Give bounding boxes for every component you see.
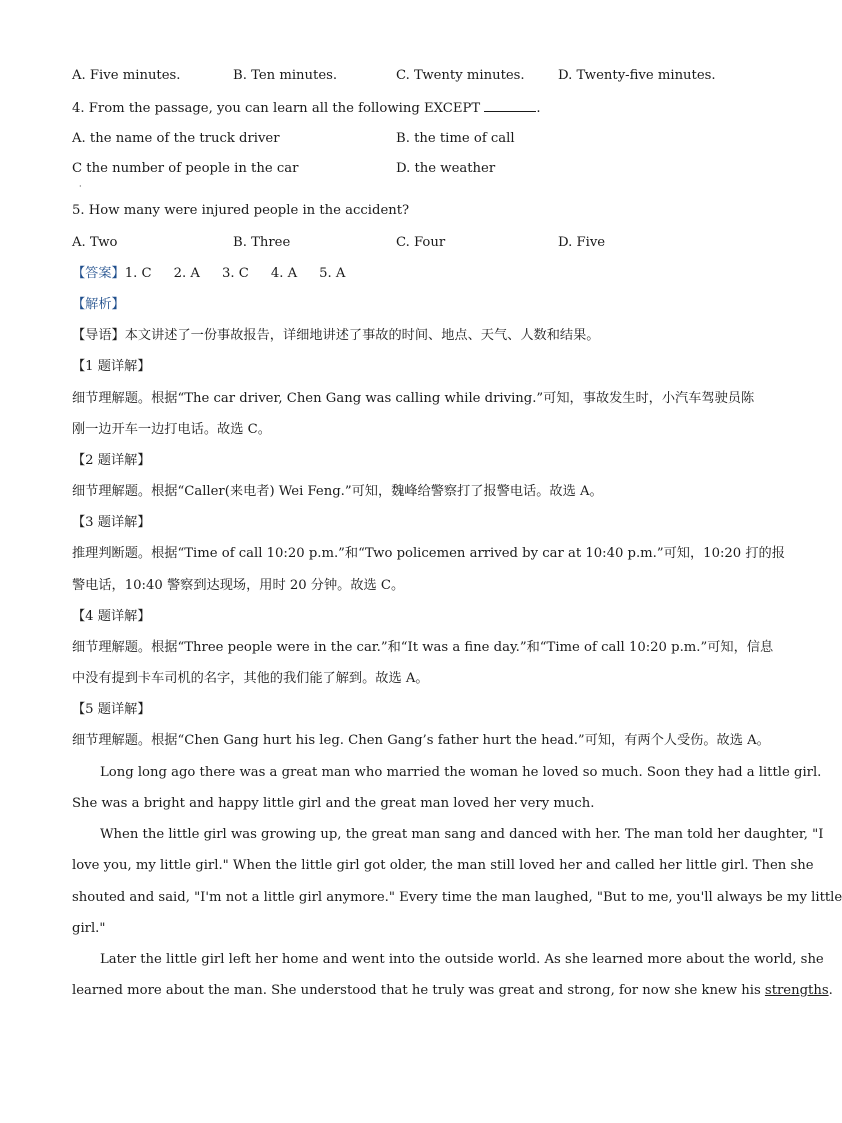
q5-option-c: C. Four	[396, 235, 446, 250]
q3-option-b: B. Ten minutes.	[233, 68, 338, 83]
detail-5-header: 【5 题详解】	[72, 702, 151, 717]
q4-option-c: C the number of people in the car	[72, 161, 299, 176]
detail-4-header: 【4 题详解】	[72, 609, 151, 624]
q5-option-d: D. Five	[558, 235, 606, 250]
detail-4-line-2: 中没有提到卡车司机的名字，其他的我们能了解到。故选 A。	[72, 671, 429, 686]
detail-3-line-2: 警电话，10:40 警察到达现场，用时 20 分钟。故选 C。	[72, 578, 405, 593]
passage-p2-line-3: shouted and said, "I'm not a little girl anymore." Every time the man laughed, "But to me, you'll always be my little	[72, 890, 842, 905]
passage-p2-line-4: girl."	[72, 921, 106, 936]
answer-item: 5. A	[319, 266, 346, 281]
q3-option-d: D. Twenty-five minutes.	[558, 68, 716, 83]
q4-blank	[484, 97, 536, 112]
answer-item: 3. C	[221, 266, 249, 281]
underlined-word: strengths	[764, 983, 829, 998]
passage-p3-line-2	[72, 981, 833, 1001]
answer-line	[72, 264, 722, 284]
detail-1-header: 【1 题详解】	[72, 359, 151, 374]
q5-stem: 5. How many were injured people in the accident?	[72, 203, 410, 218]
detail-1-line-1: 细节理解题。根据“The car driver, Chen Gang was calling while driving.”可知，事故发生时，小汽车驾驶员陈	[72, 391, 755, 406]
detail-2-line-1: 细节理解题。根据“Caller(来电者) Wei Feng.”可知，魏峰给警察打了报警电话。故选 A。	[72, 484, 603, 499]
answer-label: 【答案】	[72, 266, 125, 281]
q4-stem-end: .	[536, 101, 541, 116]
q4-option-b: B. the time of call	[396, 131, 515, 146]
passage-p2-line-1: When the little girl was growing up, the great man sang and danced with her. The man told her daughter, "I	[100, 827, 824, 842]
detail-3-header: 【3 题详解】	[72, 515, 151, 530]
passage-p1-line-2: She was a bright and happy little girl and the great man loved her very much.	[72, 796, 595, 811]
detail-3-line-1: 推理判断题。根据“Time of call 10:20 p.m.”和“Two policemen arrived by car at 10:40 p.m.”可知，10:20 打的报	[72, 546, 785, 561]
q3-option-a: A. Five minutes.	[72, 68, 181, 83]
detail-4-line-1: 细节理解题。根据“Three people were in the car.”和“It was a fine day.”和“Time of call 10:20 p.m.”可知，信息	[72, 640, 774, 655]
passage-p1-line-1: Long long ago there was a great man who married the woman he loved so much. Soon they had a little girl.	[100, 765, 822, 780]
q4-stem	[72, 97, 722, 119]
detail-5-line-1: 细节理解题。根据“Chen Gang hurt his leg. Chen Gang’s father hurt the head.”可知，有两个人受伤。故选 A。	[72, 733, 770, 748]
answer-item: 1. C	[124, 266, 152, 281]
q4-option-d: D. the weather	[396, 161, 496, 176]
answer-item: 4. A	[270, 266, 298, 281]
guide-text: 【导语】本文讲述了一份事故报告，详细地讲述了事故的时间、地点、天气、人数和结果。	[72, 328, 600, 343]
passage-p3-text: learned more about the man. She understood that he truly was great and strong, for now she knew his	[72, 983, 765, 998]
detail-1-line-2: 刚一边开车一边打电话。故选 C。	[72, 422, 271, 437]
q3-option-c: C. Twenty minutes.	[396, 68, 525, 83]
q5-option-b: B. Three	[233, 235, 291, 250]
detail-2-header: 【2 题详解】	[72, 453, 151, 468]
q4-option-a: A. the name of the truck driver	[72, 131, 280, 146]
q5-option-a: A. Two	[72, 235, 118, 250]
analysis-label: 【解析】	[72, 297, 125, 312]
dot-mark: ·	[79, 182, 82, 191]
passage-p3-line-1: Later the little girl left her home and went into the outside world. As she learned more about the world, she	[100, 952, 824, 967]
q4-stem-text: 4. From the passage, you can learn all the following EXCEPT	[72, 101, 481, 116]
passage-p2-line-2: love you, my little girl." When the little girl got older, the man still loved her and called her little girl. Then she	[72, 858, 814, 873]
answer-item: 2. A	[173, 266, 200, 281]
passage-p3-end: .	[828, 983, 833, 998]
